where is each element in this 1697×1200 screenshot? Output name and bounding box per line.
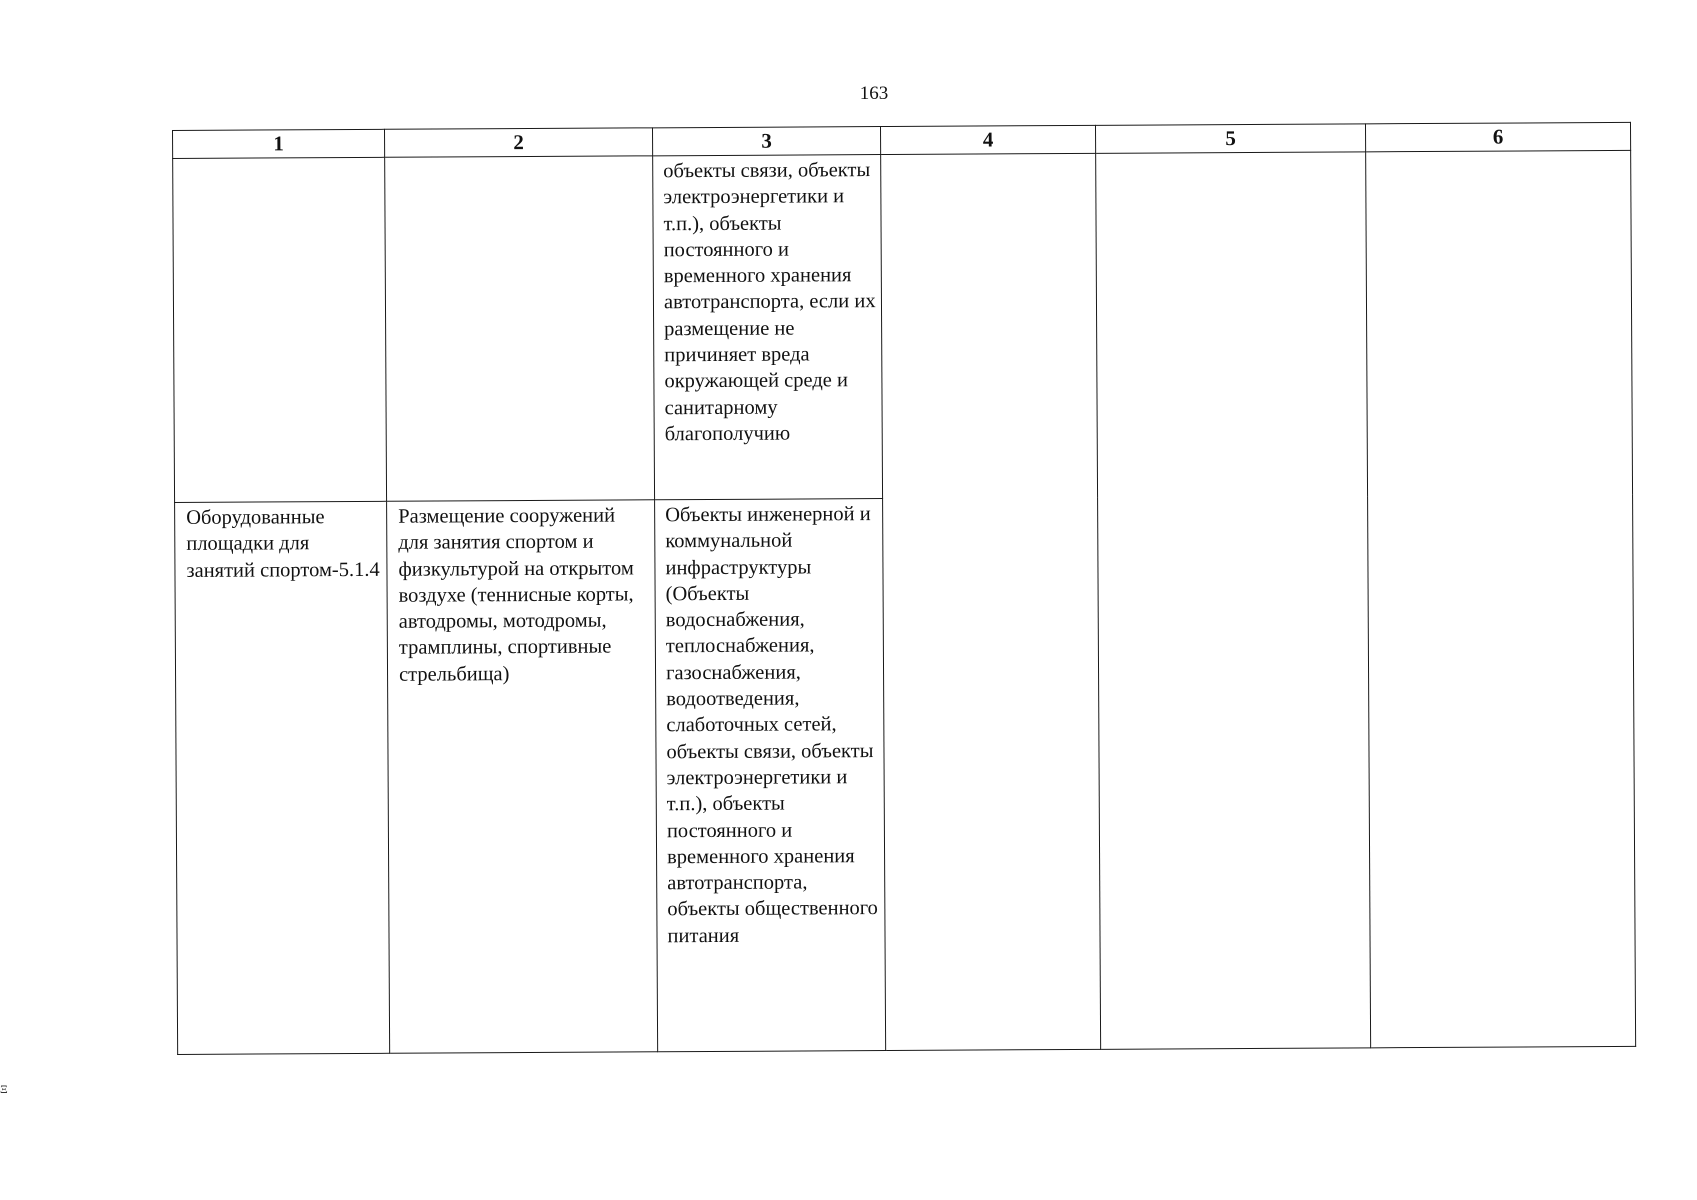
row2-col5 <box>1098 496 1371 1049</box>
header-col-3: 3 <box>652 127 880 156</box>
row1-col5 <box>1096 152 1368 498</box>
row2-col3: Объекты инженерной и коммунальной инфраструктуры (Объекты водоснабжения, теплоснабжения, газоснабжения, водоотведения, слаботочных сетей, объекты связи, объекты электроэнергетики и т.п.), объекты постоянного и временного хранения автотранспорта, объекты общественного питания <box>655 499 886 1052</box>
header-col-5: 5 <box>1095 124 1365 154</box>
row1-col3: объекты связи, объекты электроэнергетики и т.п.), объекты постоянного и временного хранения автотранспорта, если их размещение не причиняет вреда окружающей среде и санитарному благополучию <box>653 155 883 500</box>
row2-col2: Размещение сооружений для занятия спортом и физкультурой на открытом воздухе (теннисные корты, автодромы, мотодромы, трамплины, спортивные стрельбища) <box>387 500 658 1053</box>
page-number: 163 <box>859 83 889 104</box>
row2-col6 <box>1368 494 1636 1047</box>
row2-col4 <box>883 497 1101 1050</box>
table-row <box>173 150 1633 502</box>
row1-col4 <box>881 153 1098 498</box>
table-row <box>175 494 1636 1054</box>
margin-mark: Ξ <box>0 1082 8 1096</box>
zoning-table <box>172 122 1636 1055</box>
row1-col2 <box>385 156 655 501</box>
header-col-4: 4 <box>880 125 1095 154</box>
header-col-6: 6 <box>1365 122 1630 151</box>
row2-col1: Оборудованные площадки для занятий спортом-5.1.4 <box>175 501 390 1054</box>
header-col-2: 2 <box>384 128 652 157</box>
header-col-1: 1 <box>173 129 385 158</box>
row1-col6 <box>1366 150 1633 495</box>
row1-col1 <box>173 157 387 502</box>
